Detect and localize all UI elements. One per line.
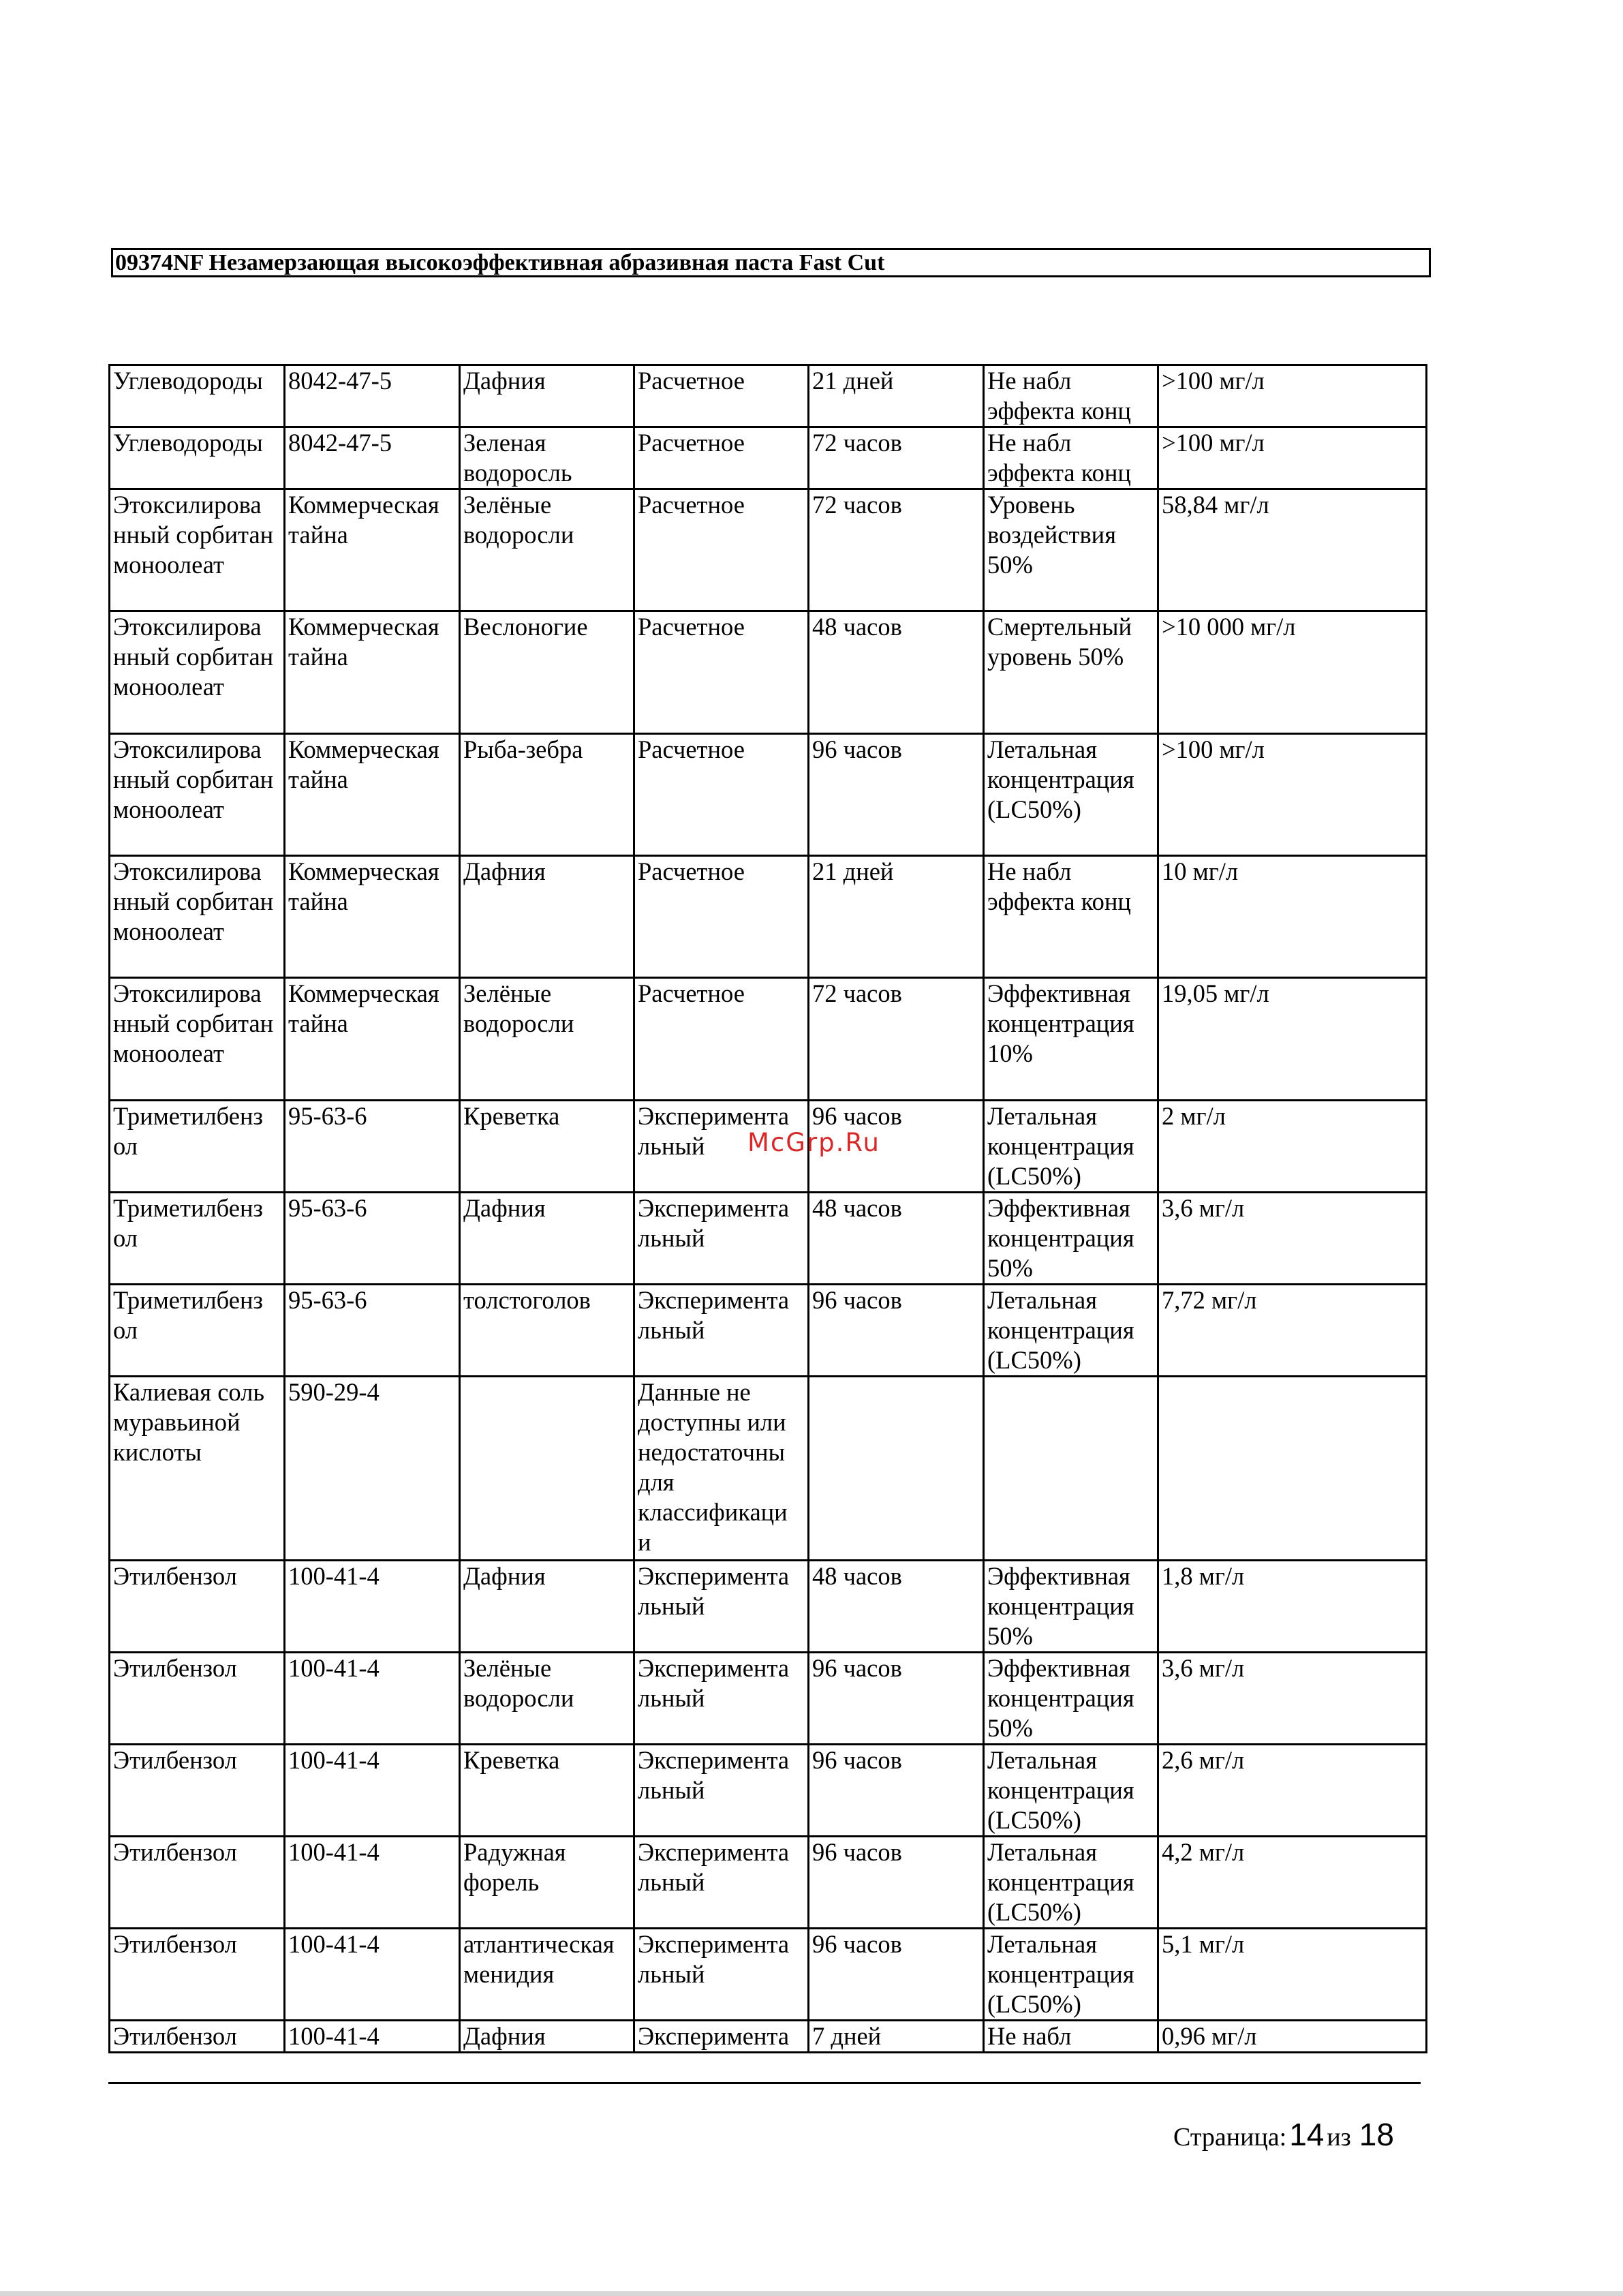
cell-endpoint: Не набл эффекта конц (984, 365, 1158, 427)
cell-cas: 95-63-6 (285, 1193, 460, 1285)
cell-endpoint: Летальная концентрация (LC50%) (984, 1837, 1158, 1929)
cell-cas: 100-41-4 (285, 2021, 460, 2053)
cell-substance: Углеводороды (110, 427, 285, 489)
table-row (110, 1745, 1427, 1837)
cell-endpoint: Эффективная концентрация 50% (984, 1193, 1158, 1285)
cell-endpoint: Эффективная концентрация 10% (984, 978, 1158, 1101)
cell-cas: 100-41-4 (285, 1653, 460, 1745)
cell-type: Расчетное (634, 978, 809, 1101)
table-row (110, 734, 1427, 856)
cell-result: 10 мг/л (1158, 856, 1427, 978)
cell-organism: Зелёные водоросли (460, 489, 634, 611)
cell-substance: Этоксилирова нный сорбитан моноолеат (110, 734, 285, 856)
page-footer (1173, 2116, 1394, 2153)
cell-cas: 100-41-4 (285, 1837, 460, 1929)
table-row (110, 1837, 1427, 1929)
cell-organism: Дафния (460, 1193, 634, 1285)
table-row (110, 1193, 1427, 1285)
page-current: 14 (1289, 2117, 1325, 2152)
cell-endpoint: Летальная концентрация (LC50%) (984, 1745, 1158, 1837)
cell-duration: 72 часов (809, 489, 984, 611)
cell-duration: 72 часов (809, 978, 984, 1101)
cell-type: Эксперимента льный (634, 1837, 809, 1929)
cell-duration: 96 часов (809, 734, 984, 856)
cell-type: Расчетное (634, 734, 809, 856)
cell-result: 58,84 мг/л (1158, 489, 1427, 611)
cell-result: 3,6 мг/л (1158, 1193, 1427, 1285)
cell-organism: Зелёные водоросли (460, 978, 634, 1101)
cell-type: Данные не доступны или недостаточны для классификаци и (634, 1377, 809, 1561)
cell-substance: Углеводороды (110, 365, 285, 427)
cell-type: Расчетное (634, 611, 809, 734)
cell-type: Эксперимента льный (634, 1929, 809, 2021)
cell-cas: Коммерческая тайна (285, 611, 460, 734)
table-row (110, 1653, 1427, 1745)
cell-organism: атлантическая менидия (460, 1929, 634, 2021)
cell-duration: 96 часов (809, 1285, 984, 1377)
cell-result: 7,72 мг/л (1158, 1285, 1427, 1377)
cell-result: 19,05 мг/л (1158, 978, 1427, 1101)
cell-substance: Этоксилирова нный сорбитан моноолеат (110, 611, 285, 734)
cell-type: Эксперимента льный (634, 1101, 809, 1193)
cell-cas: Коммерческая тайна (285, 978, 460, 1101)
table-row (110, 856, 1427, 978)
footer-divider (108, 2082, 1421, 2084)
cell-result: 5,1 мг/л (1158, 1929, 1427, 2021)
cell-type: Эксперимента (634, 2021, 809, 2053)
table-row (110, 1561, 1427, 1653)
cell-endpoint: Не набл (984, 2021, 1158, 2053)
cell-type: Эксперимента льный (634, 1653, 809, 1745)
cell-result: >100 мг/л (1158, 427, 1427, 489)
cell-substance: Триметилбенз ол (110, 1193, 285, 1285)
cell-endpoint: Эффективная концентрация 50% (984, 1561, 1158, 1653)
cell-substance: Этоксилирова нный сорбитан моноолеат (110, 489, 285, 611)
cell-substance: Этилбензол (110, 1561, 285, 1653)
cell-cas: 100-41-4 (285, 1745, 460, 1837)
cell-cas: 100-41-4 (285, 1561, 460, 1653)
table-row (110, 1377, 1427, 1561)
watermark: McGrp.Ru (747, 1128, 880, 1157)
cell-organism: Зеленая водоросль (460, 427, 634, 489)
cell-endpoint: Эффективная концентрация 50% (984, 1653, 1158, 1745)
cell-type: Эксперимента льный (634, 1193, 809, 1285)
cell-endpoint: Летальная концентрация (LC50%) (984, 1101, 1158, 1193)
cell-endpoint: Летальная концентрация (LC50%) (984, 734, 1158, 856)
cell-organism: Креветка (460, 1101, 634, 1193)
cell-type: Эксперимента льный (634, 1745, 809, 1837)
cell-cas: Коммерческая тайна (285, 734, 460, 856)
table-row (110, 1929, 1427, 2021)
cell-duration: 96 часов (809, 1745, 984, 1837)
cell-duration: 96 часов (809, 1929, 984, 2021)
ecotoxicity-table (108, 364, 1427, 2053)
cell-cas: 95-63-6 (285, 1101, 460, 1193)
cell-cas: 100-41-4 (285, 1929, 460, 2021)
cell-cas: Коммерческая тайна (285, 489, 460, 611)
cell-substance: Этилбензол (110, 1837, 285, 1929)
cell-duration: 96 часов (809, 1837, 984, 1929)
cell-result: 4,2 мг/л (1158, 1837, 1427, 1929)
page-of-label: из (1327, 2123, 1351, 2152)
cell-cas: 8042-47-5 (285, 365, 460, 427)
page-total: 18 (1359, 2117, 1394, 2152)
cell-result: 0,96 мг/л (1158, 2021, 1427, 2053)
table-row (110, 2021, 1427, 2053)
cell-duration: 48 часов (809, 1561, 984, 1653)
cell-type: Расчетное (634, 427, 809, 489)
cell-endpoint: Летальная концентрация (LC50%) (984, 1929, 1158, 2021)
cell-cas: 8042-47-5 (285, 427, 460, 489)
document-title: 09374NF Незамерзающая высокоэффективная абразивная паста Fast Cut (111, 248, 1431, 277)
cell-duration: 21 дней (809, 365, 984, 427)
cell-endpoint (984, 1377, 1158, 1561)
cell-type: Расчетное (634, 365, 809, 427)
cell-substance: Триметилбенз ол (110, 1101, 285, 1193)
cell-substance: Этилбензол (110, 1745, 285, 1837)
cell-cas: 95-63-6 (285, 1285, 460, 1377)
cell-organism: Дафния (460, 365, 634, 427)
table-row (110, 427, 1427, 489)
cell-substance: Этоксилирова нный сорбитан моноолеат (110, 856, 285, 978)
cell-organism (460, 1377, 634, 1561)
cell-cas: 590-29-4 (285, 1377, 460, 1561)
cell-endpoint: Уровень воздействия 50% (984, 489, 1158, 611)
cell-duration: 96 часов (809, 1653, 984, 1745)
cell-result: 1,8 мг/л (1158, 1561, 1427, 1653)
cell-organism: Веслоногие (460, 611, 634, 734)
cell-substance: Триметилбенз ол (110, 1285, 285, 1377)
page-bottom-edge (0, 2291, 1623, 2296)
cell-duration: 72 часов (809, 427, 984, 489)
cell-result (1158, 1377, 1427, 1561)
table-row (110, 1285, 1427, 1377)
table-row (110, 611, 1427, 734)
cell-cas: Коммерческая тайна (285, 856, 460, 978)
cell-duration (809, 1377, 984, 1561)
cell-type: Расчетное (634, 856, 809, 978)
cell-duration: 96 часов (809, 1101, 984, 1193)
table-row (110, 489, 1427, 611)
cell-duration: 48 часов (809, 611, 984, 734)
table-row (110, 365, 1427, 427)
cell-organism: Зелёные водоросли (460, 1653, 634, 1745)
cell-type: Эксперимента льный (634, 1561, 809, 1653)
cell-endpoint: Смертельный уровень 50% (984, 611, 1158, 734)
cell-duration: 21 дней (809, 856, 984, 978)
cell-organism: Дафния (460, 2021, 634, 2053)
cell-endpoint: Летальная концентрация (LC50%) (984, 1285, 1158, 1377)
cell-substance: Этилбензол (110, 1929, 285, 2021)
cell-endpoint: Не набл эффекта конц (984, 427, 1158, 489)
cell-organism: Дафния (460, 1561, 634, 1653)
cell-substance: Этилбензол (110, 2021, 285, 2053)
cell-result: 2 мг/л (1158, 1101, 1427, 1193)
cell-result: 2,6 мг/л (1158, 1745, 1427, 1837)
cell-type: Эксперимента льный (634, 1285, 809, 1377)
cell-result: 3,6 мг/л (1158, 1653, 1427, 1745)
cell-result: >100 мг/л (1158, 734, 1427, 856)
cell-substance: Этилбензол (110, 1653, 285, 1745)
cell-result: >100 мг/л (1158, 365, 1427, 427)
cell-organism: Креветка (460, 1745, 634, 1837)
cell-substance: Калиевая соль муравьиной кислоты (110, 1377, 285, 1561)
cell-endpoint: Не набл эффекта конц (984, 856, 1158, 978)
cell-substance: Этоксилирова нный сорбитан моноолеат (110, 978, 285, 1101)
cell-organism: толстоголов (460, 1285, 634, 1377)
cell-result: >10 000 мг/л (1158, 611, 1427, 734)
page-label: Страница: (1173, 2123, 1287, 2152)
cell-organism: Радужная форель (460, 1837, 634, 1929)
cell-duration: 7 дней (809, 2021, 984, 2053)
cell-organism: Рыба-зебра (460, 734, 634, 856)
cell-organism: Дафния (460, 856, 634, 978)
table-row (110, 978, 1427, 1101)
cell-duration: 48 часов (809, 1193, 984, 1285)
table-body (110, 365, 1427, 2053)
cell-type: Расчетное (634, 489, 809, 611)
